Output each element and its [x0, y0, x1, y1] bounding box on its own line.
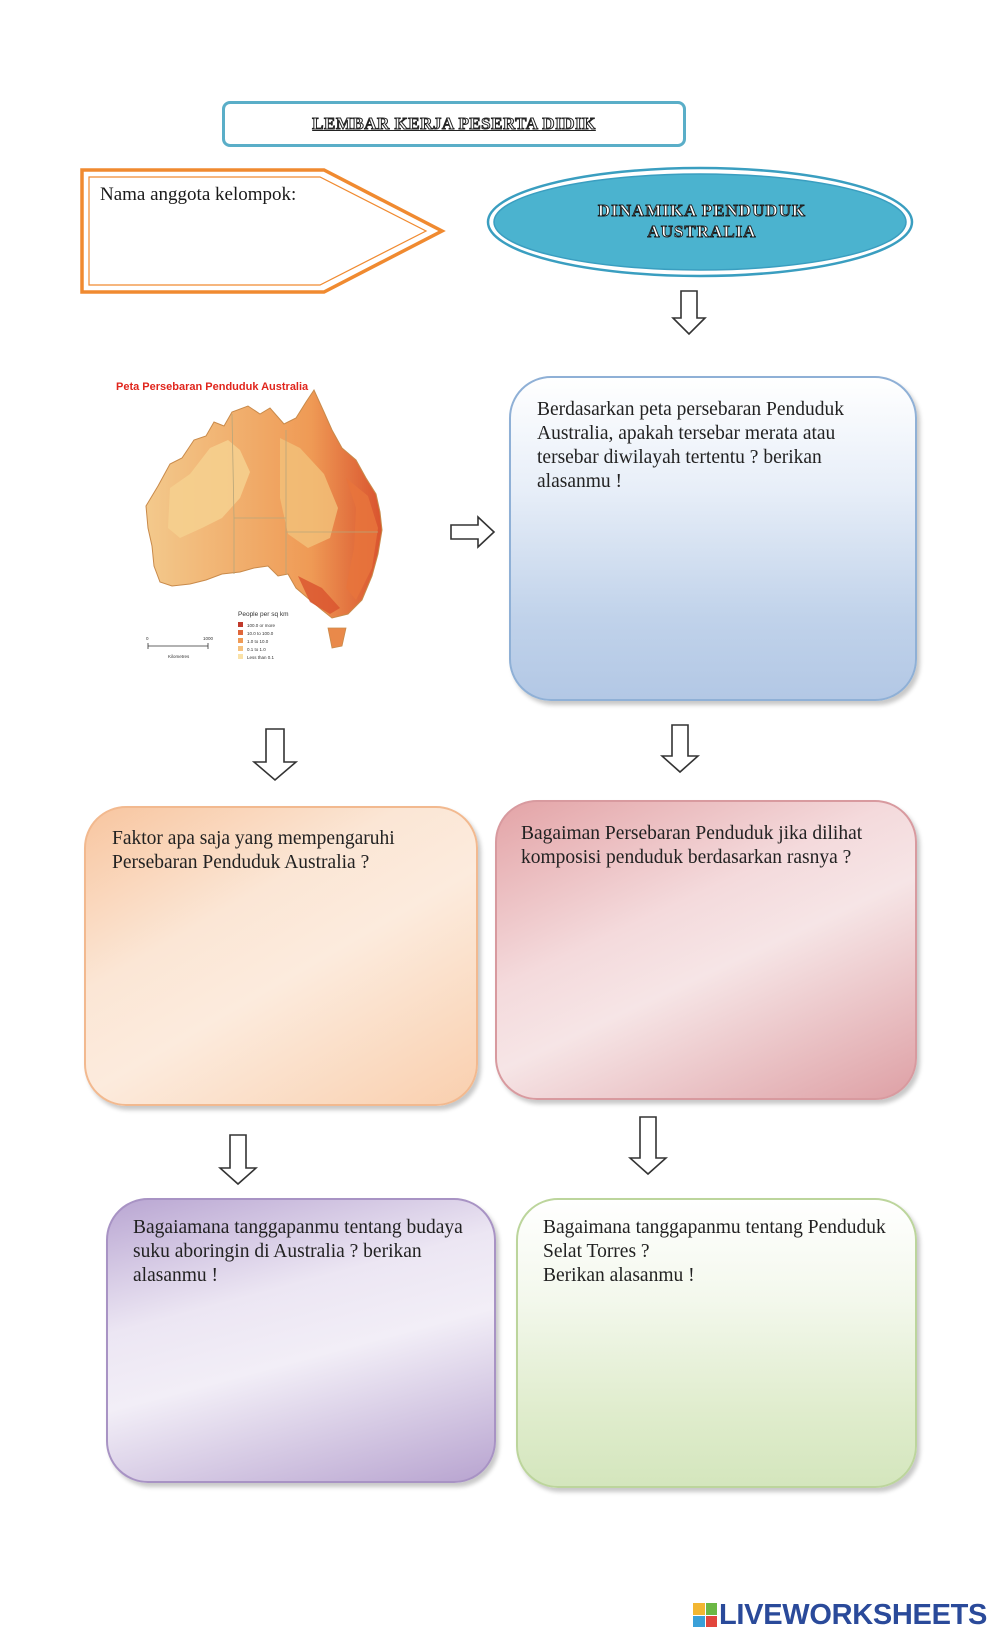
svg-text:1.0 to 10.0: 1.0 to 10.0	[247, 639, 269, 644]
down-arrow-icon	[671, 290, 707, 336]
map-legend	[238, 611, 289, 660]
logo-text: LIVEWORKSHEETS	[719, 1598, 988, 1631]
svg-text:0: 0	[146, 636, 149, 641]
group-members-label: Nama anggota kelompok:	[100, 184, 297, 205]
svg-text:People per sq km: People per sq km	[238, 611, 289, 618]
question-2-text: Faktor apa saja yang mempengaruhi Persebaran Penduduk Australia ?	[112, 828, 395, 873]
liveworksheets-logo	[693, 1600, 987, 1630]
australia-population-map	[110, 378, 435, 696]
map-title: Peta Persebaran Penduduk Australia	[116, 381, 309, 393]
svg-text:10.0 to 100.0: 10.0 to 100.0	[247, 631, 274, 636]
svg-text:Less than 0.1: Less than 0.1	[247, 655, 275, 660]
down-arrow-icon	[252, 728, 298, 782]
down-arrow-icon	[218, 1134, 258, 1186]
svg-text:1000: 1000	[203, 636, 214, 641]
svg-text:0.1 to 1.0: 0.1 to 1.0	[247, 647, 266, 652]
down-arrow-icon	[628, 1116, 668, 1176]
svg-text:100.0 or more: 100.0 or more	[247, 623, 276, 628]
question-5-text: Bagaimana tanggapanmu tentang Penduduk Selat Torres ? Berikan alasanmu !	[543, 1217, 886, 1286]
map-scale-bar	[146, 636, 214, 659]
topic-title: DINAMIKA PENDUDUK AUSTRALIA	[597, 201, 807, 241]
right-arrow-icon	[450, 515, 496, 549]
svg-text:Kilometres: Kilometres	[168, 654, 190, 659]
worksheet-title: LEMBAR KERJA PESERTA DIDIK	[312, 114, 596, 133]
worksheet-title-box	[222, 101, 686, 147]
down-arrow-icon	[660, 724, 700, 774]
question-3-text: Bagaiman Persebaran Penduduk jika dilihat komposisi penduduk berdasarkan rasnya ?	[521, 823, 863, 868]
logo-mark-icon	[693, 1603, 717, 1627]
question-1-text: Berdasarkan peta persebaran Penduduk Australia, apakah tersebar merata atau tersebar diwilayah tertentu ? berikan alasanmu !	[537, 399, 845, 492]
question-4-text: Bagaiamana tanggapanmu tentang budaya suku aboringin di Australia ? berikan alasanmu !	[133, 1217, 463, 1286]
group-members-field[interactable]	[96, 210, 366, 280]
